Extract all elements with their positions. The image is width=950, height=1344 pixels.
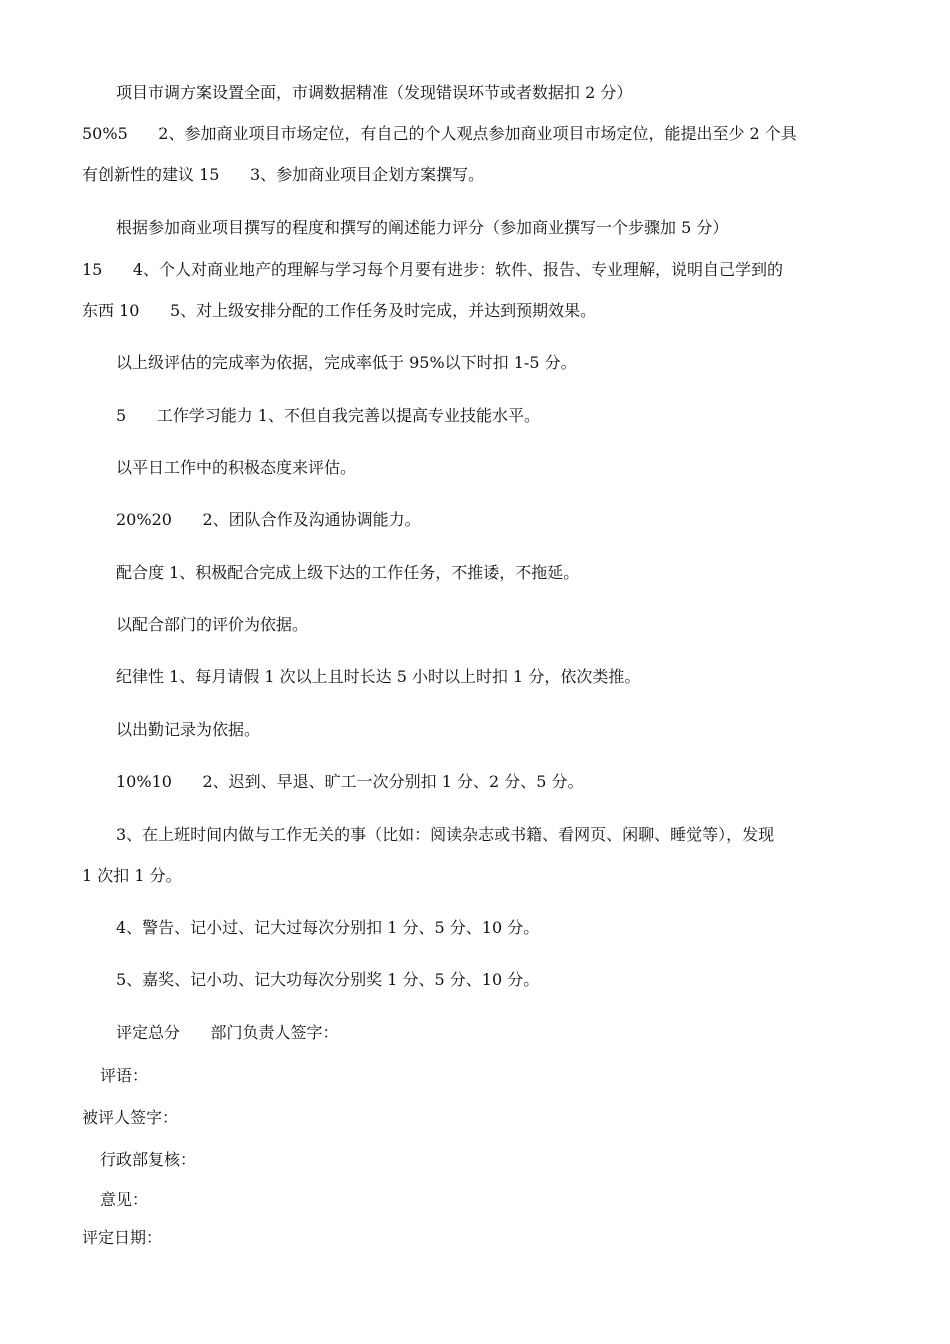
reviewee-signature-label: 被评人签字： (82, 1108, 179, 1127)
text-line: 东西 10 5、对上级安排分配的工作任务及时完成，并达到预期效果。 (82, 301, 597, 320)
text-line: 4、警告、记小过、记大过每次分别扣 1 分、5 分、10 分。 (116, 918, 540, 937)
admin-review-label: 行政部复核： (100, 1150, 197, 1169)
signature-line-total-score: 评定总分 部门负责人签字： (116, 1023, 339, 1042)
text-line: 5 工作学习能力 1、不但自我完善以提高专业技能水平。 (116, 406, 540, 425)
text-line: 以平日工作中的积极态度来评估。 (116, 458, 357, 477)
text-line: 20%20 2、团队合作及沟通协调能力。 (116, 510, 421, 529)
comment-label: 评语： (100, 1066, 149, 1085)
text-line: 以配合部门的评价为依据。 (116, 615, 309, 634)
text-line: 1 次扣 1 分。 (82, 866, 182, 885)
text-line: 根据参加商业项目撰写的程度和撰写的阐述能力评分（参加商业撰写一个步骤加 5 分） (116, 218, 729, 237)
text-line: 配合度 1、积极配合完成上级下达的工作任务，不推诿，不拖延。 (116, 563, 580, 582)
opinion-label: 意见： (100, 1190, 149, 1209)
text-line: 项目市调方案设置全面，市调数据精准（发现错误环节或者数据扣 2 分） (116, 83, 633, 102)
text-line: 以上级评估的完成率为依据，完成率低于 95%以下时扣 1-5 分。 (116, 353, 577, 372)
text-line: 5、嘉奖、记小功、记大功每次分别奖 1 分、5 分、10 分。 (116, 970, 540, 989)
text-line: 纪律性 1、每月请假 1 次以上且时长达 5 小时以上时扣 1 分，依次类推。 (116, 667, 641, 686)
text-line: 50%5 2、参加商业项目市场定位，有自己的个人观点参加商业项目市场定位，能提出至少 2 个具 (82, 124, 797, 143)
text-line: 10%10 2、迟到、早退、旷工一次分别扣 1 分、2 分、5 分。 (116, 772, 584, 791)
text-line: 3、在上班时间内做与工作无关的事（比如：阅读杂志或书籍、看网页、闲聊、睡觉等），发现 (116, 825, 775, 844)
text-line: 15 4、个人对商业地产的理解与学习每个月要有进步：软件、报告、专业理解，说明自己学到的 (82, 260, 784, 279)
review-date-label: 评定日期： (82, 1228, 163, 1247)
text-line: 有创新性的建议 15 3、参加商业项目企划方案撰写。 (82, 165, 485, 184)
text-line: 以出勤记录为依据。 (116, 720, 261, 739)
